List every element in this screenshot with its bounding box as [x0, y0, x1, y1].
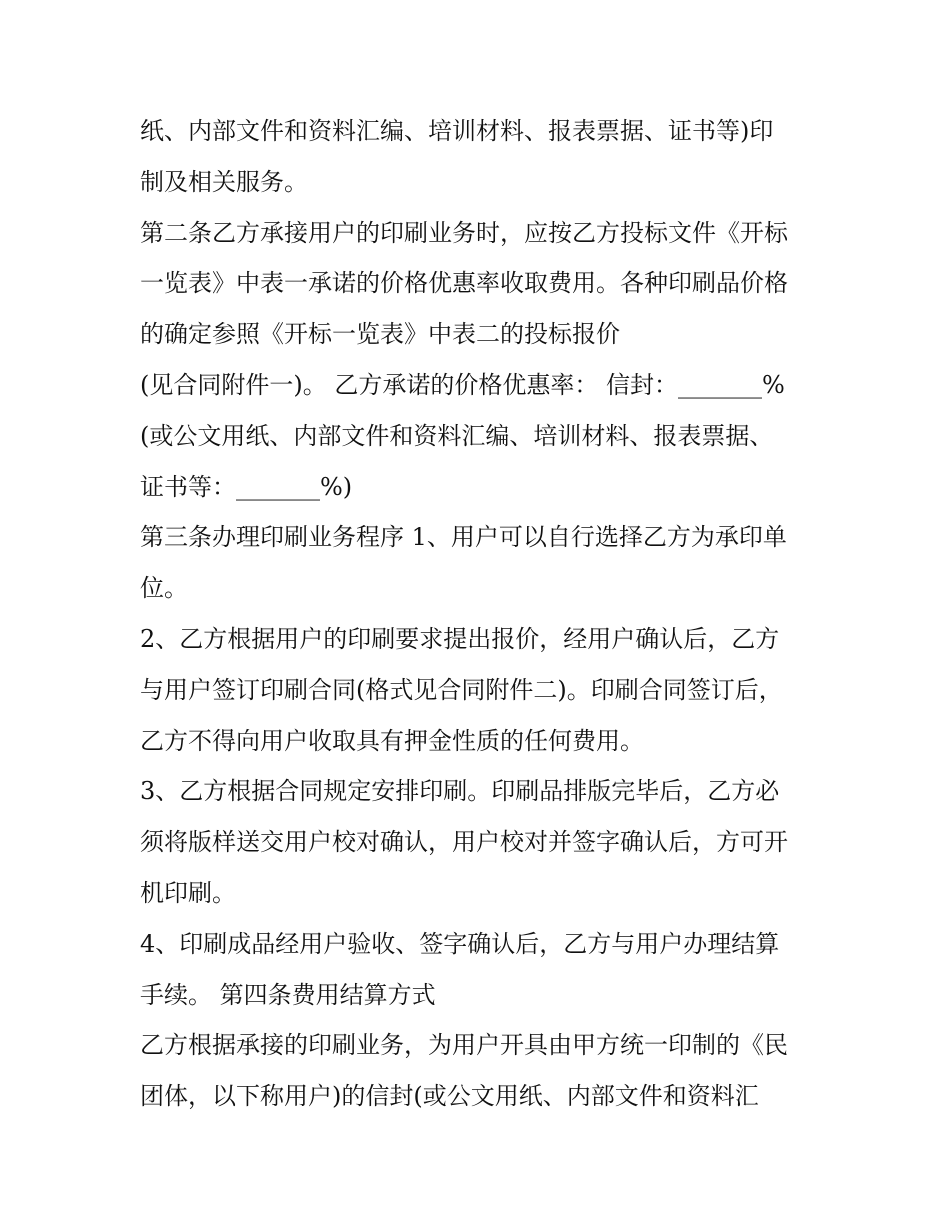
- text-line: 纸、内部文件和资料汇编、培训材料、报表票据、证书等)印: [140, 117, 774, 145]
- text-line: 3、乙方根据合同规定安排印刷。印刷品排版完毕后，乙方必: [140, 777, 780, 806]
- text-line: (见合同附件一)。 乙方承诺的价格优惠率： 信封：_______%: [140, 370, 785, 399]
- text-line: 位。: [140, 574, 188, 603]
- text-line: 手续。 第四条费用结算方式: [140, 980, 436, 1009]
- text-line: 一览表》中表一承诺的价格优惠率收取费用。各种印刷品价格: [140, 269, 788, 298]
- text-line: 团体，以下称用户)的信封(或公文用纸、内部文件和资料汇: [140, 1082, 759, 1111]
- text-line: 2、乙方根据用户的印刷要求提出报价，经用户确认后，乙方: [140, 624, 780, 653]
- text-line: 第二条乙方承接用户的印刷业务时，应按乙方投标文件《开标: [140, 218, 788, 247]
- text-line: 第三条办理印刷业务程序 1、用户可以自行选择乙方为承印单: [140, 523, 787, 552]
- text-line: 4、印刷成品经用户验收、签字确认后，乙方与用户办理结算: [140, 929, 780, 958]
- text-line: 须将版样送交用户校对确认，用户校对并签字确认后，方可开: [140, 828, 788, 857]
- text-line: (或公文用纸、内部文件和资料汇编、培训材料、报表票据、: [140, 421, 774, 450]
- text-line: 乙方根据承接的印刷业务，为用户开具由甲方统一印制的《民: [140, 1031, 788, 1060]
- text-line: 证书等：_______%): [140, 472, 353, 501]
- text-line: 与用户签订印刷合同(格式见合同附件二)。印刷合同签订后，: [140, 675, 783, 704]
- contract-text: [140, 106, 830, 1122]
- text-line: 制及相关服务。: [140, 167, 308, 196]
- text-line: 机印刷。: [140, 878, 236, 907]
- text-line: 的确定参照《开标一览表》中表二的投标报价: [140, 320, 620, 349]
- text-line: 乙方不得向用户收取具有押金性质的任何费用。: [140, 726, 644, 755]
